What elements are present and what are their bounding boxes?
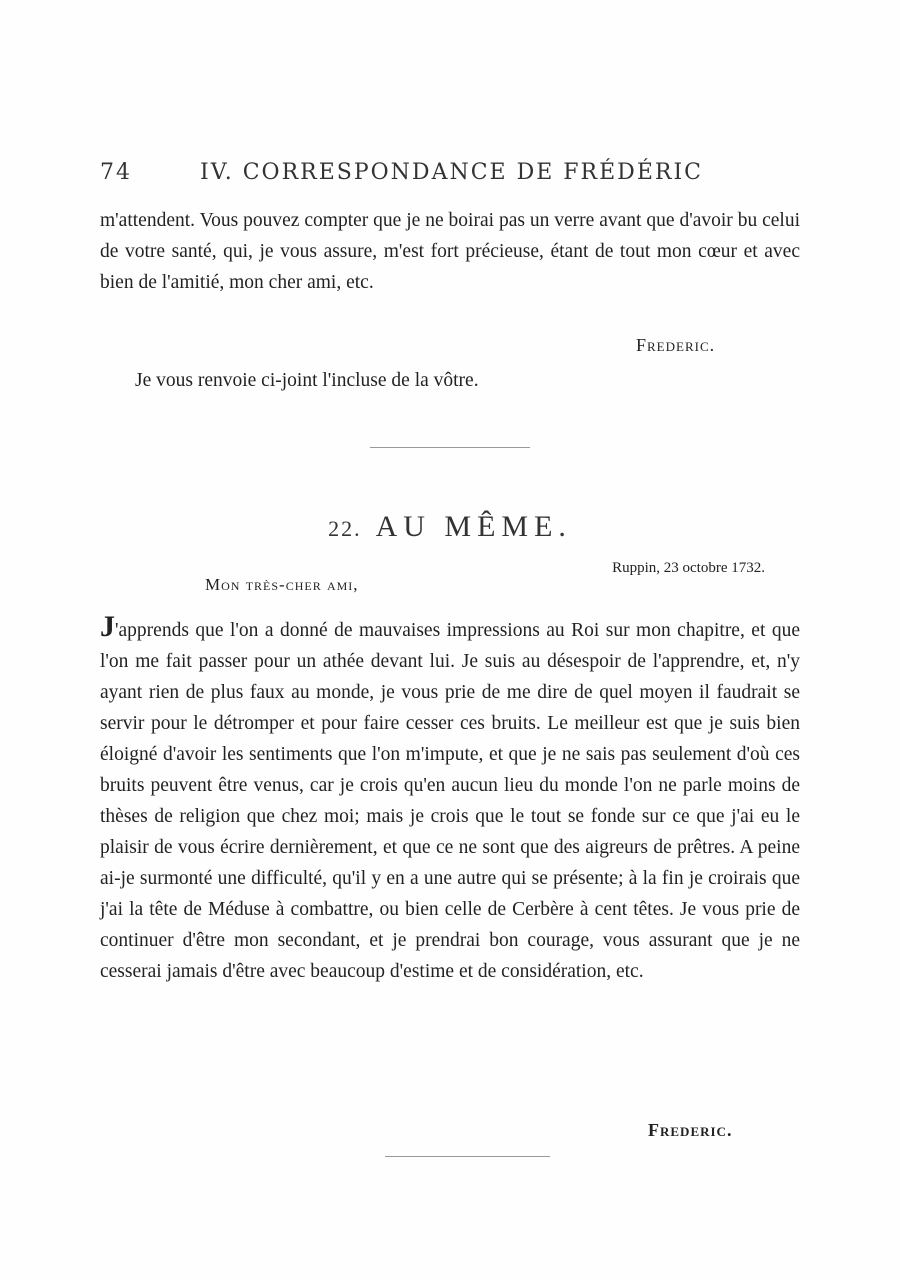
running-title: IV. CORRESPONDANCE DE FRÉDÉRIC	[200, 160, 703, 185]
end-divider	[385, 1156, 550, 1157]
letter2-body: 'apprends que l'on a donné de mauvaises impressions au Roi sur mon chapitre, et que l'on me fait passer pour un athée devant lui. Je suis au désespoir de l'apprendre, et, n'y ayant rien de plus faux au monde, je vous prie de me dire de quel moyen il faudrait se servir pour le détromper et pour faire cesser ces bruits. Le meilleur est que je suis bien éloigné d'avoir les sentiments que l'on m'impute, et que je ne sais pas seulement d'où ces bruits peuvent être venus, car je crois qu'en aucun lieu du monde l'on ne parle moins de thèses de religion que chez moi; mais je crois que le tout se fonde sur ce que j'ai eu le plaisir de vous écrire dernièrement, et que ce ne sont que des aigreurs de prêtres. A peine ai-je surmonté une difficulté, qu'il y en a une autre qui se présente; à la fin je croirais que j'ai la tête de Méduse à combattre, ou bien celle de Cerbère à cent têtes. Je vous prie de continuer d'être mon secondant, et je prendrai bon courage, vous assurant que je ne cesserai jamais d'être avec beaucoup d'estime et de considération, etc.	[100, 620, 800, 982]
section-divider	[370, 447, 530, 448]
letter2-signature: Frederic.	[648, 1120, 733, 1140]
letter2-body-container	[100, 611, 800, 987]
letter2-title: AU MÊME.	[375, 510, 572, 543]
letter2-dateline: Ruppin, 23 octobre 1732.	[612, 560, 765, 576]
letter2-heading	[0, 510, 900, 544]
letter2-number: 22.	[328, 516, 362, 541]
letter1-body: m'attendent. Vous pouvez compter que je ne boirai pas un verre avant que d'avoir bu celui de votre santé, qui, je vous assure, m'est fort précieuse, étant de tout mon cœur et avec bien de l'amitié, mon cher ami, etc.	[100, 210, 800, 293]
letter1-postscript: Je vous renvoie ci-joint l'incluse de la vôtre.	[135, 370, 479, 391]
drop-cap: J	[100, 610, 115, 643]
letter2-salutation: Mon très-cher ami,	[205, 575, 359, 594]
letter1-signature: Frederic.	[636, 335, 716, 355]
page-number: 74	[100, 160, 132, 185]
